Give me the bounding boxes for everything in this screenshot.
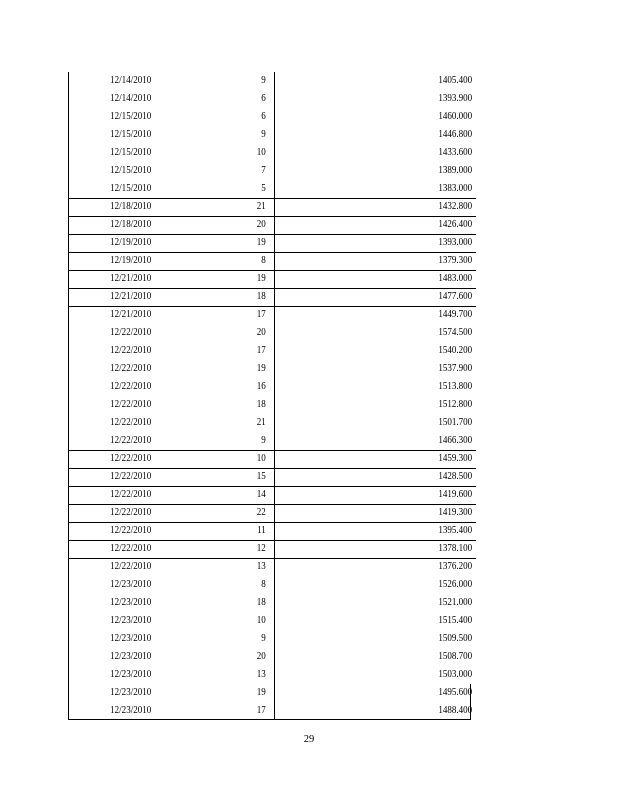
table-row [68,342,473,360]
date-cell: 12/22/2010 [110,525,152,536]
table-row [68,522,473,540]
row-separator [68,252,476,253]
count-cell: 19 [256,237,266,248]
date-cell: 12/21/2010 [110,309,152,320]
date-cell: 12/22/2010 [110,489,152,500]
date-cell: 12/21/2010 [110,273,152,284]
date-cell: 12/22/2010 [110,561,152,572]
table-row [68,162,473,180]
value-cell: 1405.400 [438,75,473,86]
value-cell: 1540.200 [438,345,473,356]
table-row [68,684,473,702]
value-cell: 1488.400 [438,705,473,716]
value-cell: 1574.500 [438,327,473,338]
value-cell: 1419.600 [438,489,473,500]
count-cell: 20 [256,327,266,338]
data-table [68,72,476,720]
value-cell: 1501.700 [438,417,473,428]
value-cell: 1526.000 [438,579,473,590]
count-cell: 10 [256,615,266,626]
value-cell: 1383.000 [438,183,473,194]
count-cell: 11 [257,525,266,536]
table-row [68,252,473,270]
row-separator [68,198,476,199]
row-separator [68,540,476,541]
value-cell: 1521.000 [438,597,473,608]
date-cell: 12/15/2010 [110,129,152,140]
count-cell: 13 [256,669,266,680]
value-cell: 1433.600 [438,147,473,158]
count-cell: 19 [256,363,266,374]
count-cell: 17 [256,309,266,320]
count-cell: 9 [261,435,266,446]
date-cell: 12/23/2010 [110,669,152,680]
table-row [68,666,473,684]
count-cell: 18 [256,597,266,608]
row-separator [68,558,476,559]
value-cell: 1393.900 [438,93,473,104]
count-cell: 9 [261,75,266,86]
table-row [68,450,473,468]
count-cell: 10 [256,453,266,464]
count-cell: 22 [256,507,266,518]
row-separator [68,270,476,271]
table-row [68,612,473,630]
date-cell: 12/22/2010 [110,543,152,554]
value-cell: 1449.700 [438,309,473,320]
table-row [68,270,473,288]
count-cell: 14 [256,489,266,500]
table-row [68,558,473,576]
table-row [68,180,473,198]
value-cell: 1393.000 [438,237,473,248]
count-cell: 21 [256,417,266,428]
count-cell: 17 [256,345,266,356]
date-cell: 12/22/2010 [110,327,152,338]
value-cell: 1483.000 [438,273,473,284]
table-row [68,468,473,486]
value-cell: 1459.300 [438,453,473,464]
value-cell: 1508.700 [438,651,473,662]
table-row [68,594,473,612]
table-row [68,432,473,450]
table-row [68,324,473,342]
table-row [68,486,473,504]
count-cell: 6 [261,111,266,122]
table-row [68,414,473,432]
value-cell: 1515.400 [438,615,473,626]
value-cell: 1495.600 [438,687,473,698]
date-cell: 12/23/2010 [110,633,152,644]
value-cell: 1395.400 [438,525,473,536]
date-cell: 12/22/2010 [110,507,152,518]
value-cell: 1419.300 [438,507,473,518]
table-row [68,702,473,720]
value-cell: 1378.100 [438,543,473,554]
table-row [68,90,473,108]
value-cell: 1509.500 [438,633,473,644]
date-cell: 12/15/2010 [110,183,152,194]
date-cell: 12/15/2010 [110,147,152,158]
table-row [68,306,473,324]
value-cell: 1513.800 [438,381,473,392]
count-cell: 12 [256,543,266,554]
row-separator [68,216,476,217]
count-cell: 9 [261,129,266,140]
date-cell: 12/14/2010 [110,93,152,104]
table-row [68,576,473,594]
count-cell: 7 [261,165,266,176]
table-row [68,540,473,558]
row-separator [68,522,476,523]
table-row [68,144,473,162]
date-cell: 12/19/2010 [110,237,152,248]
table-row [68,630,473,648]
table-row [68,396,473,414]
table-row [68,360,473,378]
table-row [68,126,473,144]
date-cell: 12/15/2010 [110,111,152,122]
count-cell: 15 [256,471,266,482]
date-cell: 12/22/2010 [110,471,152,482]
value-cell: 1426.400 [438,219,473,230]
count-cell: 8 [261,579,266,590]
table-row [68,108,473,126]
count-cell: 6 [261,93,266,104]
date-cell: 12/22/2010 [110,453,152,464]
date-cell: 12/23/2010 [110,687,152,698]
count-cell: 18 [256,399,266,410]
row-separator [68,486,476,487]
table-row [68,198,473,216]
count-cell: 20 [256,219,266,230]
value-cell: 1477.600 [438,291,473,302]
value-cell: 1432.800 [438,201,473,212]
table-row [68,378,473,396]
table-row [68,648,473,666]
table-row [68,288,473,306]
count-cell: 21 [256,201,266,212]
row-separator [68,468,476,469]
value-cell: 1466.300 [438,435,473,446]
table-row [68,72,473,90]
date-cell: 12/19/2010 [110,255,152,266]
table-row [68,504,473,522]
row-separator [68,450,476,451]
date-cell: 12/23/2010 [110,597,152,608]
date-cell: 12/22/2010 [110,399,152,410]
count-cell: 19 [256,687,266,698]
count-cell: 9 [261,633,266,644]
date-cell: 12/22/2010 [110,417,152,428]
date-cell: 12/23/2010 [110,705,152,716]
count-cell: 17 [256,705,266,716]
count-cell: 19 [256,273,266,284]
row-separator [68,288,476,289]
date-cell: 12/23/2010 [110,579,152,590]
date-cell: 12/14/2010 [110,75,152,86]
count-cell: 16 [256,381,266,392]
count-cell: 5 [261,183,266,194]
value-cell: 1460.000 [438,111,473,122]
date-cell: 12/23/2010 [110,615,152,626]
date-cell: 12/23/2010 [110,651,152,662]
date-cell: 12/15/2010 [110,165,152,176]
value-cell: 1512.800 [438,399,473,410]
row-separator [68,504,476,505]
count-cell: 13 [256,561,266,572]
count-cell: 20 [256,651,266,662]
count-cell: 8 [261,255,266,266]
date-cell: 12/21/2010 [110,291,152,302]
date-cell: 12/22/2010 [110,345,152,356]
date-cell: 12/18/2010 [110,201,152,212]
row-separator [68,234,476,235]
value-cell: 1428.500 [438,471,473,482]
value-cell: 1379.300 [438,255,473,266]
date-cell: 12/22/2010 [110,381,152,392]
value-cell: 1503.000 [438,669,473,680]
date-cell: 12/18/2010 [110,219,152,230]
value-cell: 1389.000 [438,165,473,176]
date-cell: 12/22/2010 [110,363,152,374]
page-number: 29 [303,734,315,745]
date-cell: 12/22/2010 [110,435,152,446]
value-cell: 1376.200 [438,561,473,572]
table-row [68,234,473,252]
value-cell: 1446.800 [438,129,473,140]
row-separator [68,306,476,307]
value-cell: 1537.900 [438,363,473,374]
count-cell: 18 [256,291,266,302]
table-row [68,216,473,234]
count-cell: 10 [256,147,266,158]
